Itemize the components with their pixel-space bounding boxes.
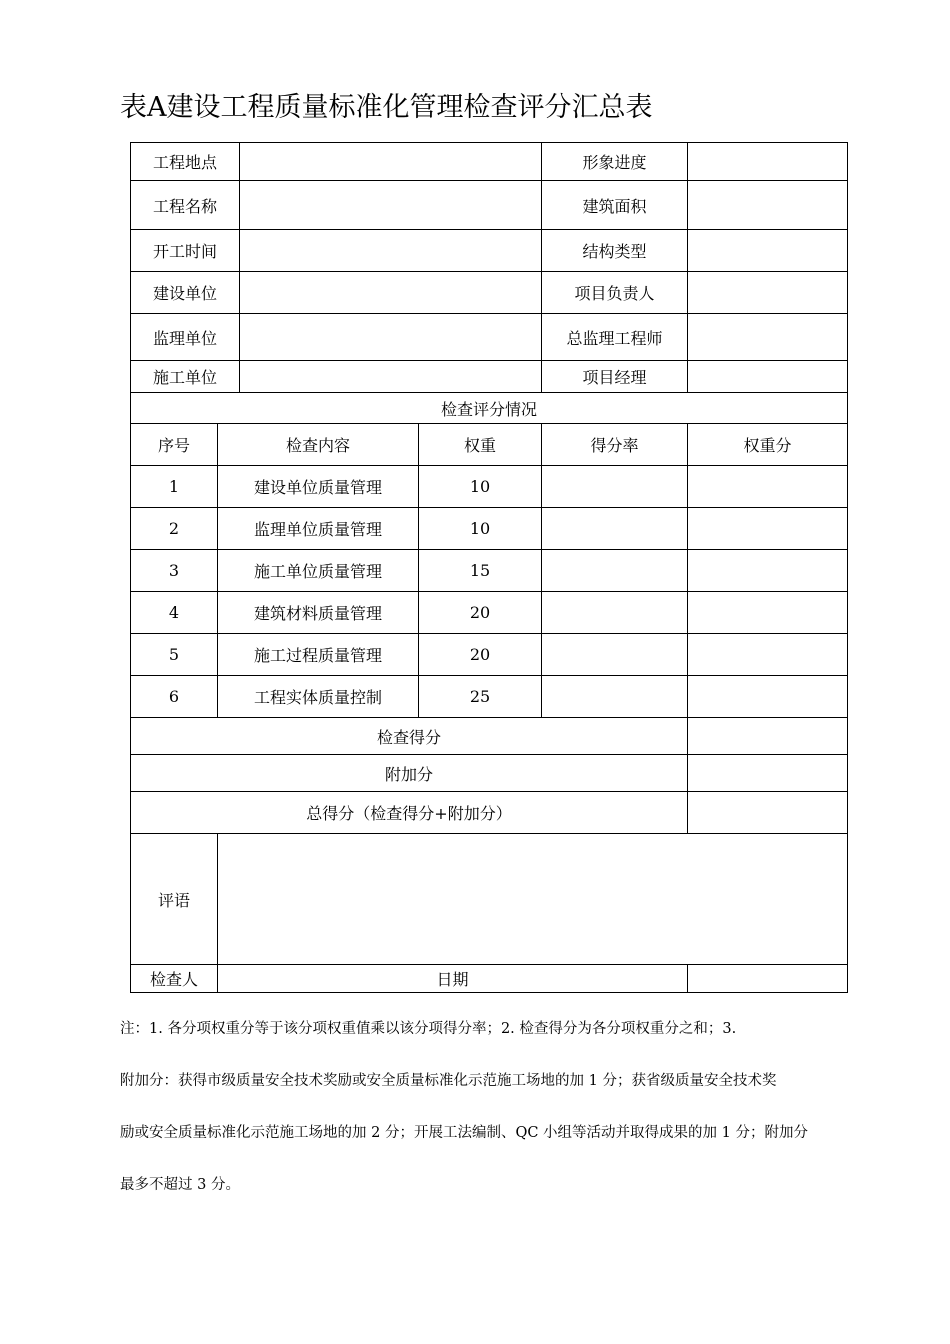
col-header-weight: 权重	[419, 424, 542, 466]
header-row	[131, 424, 848, 466]
row-no: 4	[131, 592, 218, 634]
value-progress[interactable]	[688, 143, 848, 181]
table-row	[131, 508, 848, 550]
table-row	[131, 634, 848, 676]
info-row	[131, 272, 848, 314]
label-project-name: 工程名称	[131, 181, 240, 230]
row-weighted-score[interactable]	[688, 634, 848, 676]
table-row	[131, 466, 848, 508]
row-no: 3	[131, 550, 218, 592]
label-contractor: 施工单位	[131, 361, 240, 393]
row-rate[interactable]	[542, 508, 688, 550]
row-rate[interactable]	[542, 634, 688, 676]
row-weight: 10	[419, 508, 542, 550]
page-title: 表A建设工程质量标准化管理检查评分汇总表	[120, 92, 653, 123]
row-content: 监理单位质量管理	[218, 508, 419, 550]
col-header-rate: 得分率	[542, 424, 688, 466]
row-weighted-score[interactable]	[688, 592, 848, 634]
row-rate[interactable]	[542, 676, 688, 718]
table-row	[131, 592, 848, 634]
row-no: 6	[131, 676, 218, 718]
bonus-label: 附加分	[131, 755, 688, 792]
check-score-label: 检查得分	[131, 718, 688, 755]
row-rate[interactable]	[542, 550, 688, 592]
comment-row	[131, 834, 848, 965]
row-rate[interactable]	[542, 592, 688, 634]
row-no: 5	[131, 634, 218, 676]
col-header-no: 序号	[131, 424, 218, 466]
info-row	[131, 314, 848, 361]
label-project-manager: 项目经理	[542, 361, 688, 393]
signature-row	[131, 965, 848, 993]
section-row	[131, 393, 848, 424]
label-start-time: 开工时间	[131, 230, 240, 272]
value-location[interactable]	[240, 143, 542, 181]
row-content: 施工过程质量管理	[218, 634, 419, 676]
info-row	[131, 181, 848, 230]
value-structure-type[interactable]	[688, 230, 848, 272]
row-content: 建设单位质量管理	[218, 466, 419, 508]
value-contractor[interactable]	[240, 361, 542, 393]
label-structure-type: 结构类型	[542, 230, 688, 272]
label-supervisor: 监理单位	[131, 314, 240, 361]
total-row	[131, 792, 848, 834]
label-location: 工程地点	[131, 143, 240, 181]
row-weight: 20	[419, 634, 542, 676]
row-content: 施工单位质量管理	[218, 550, 419, 592]
value-area[interactable]	[688, 181, 848, 230]
label-area: 建筑面积	[542, 181, 688, 230]
row-no: 1	[131, 466, 218, 508]
bonus-value[interactable]	[688, 755, 848, 792]
value-project-leader[interactable]	[688, 272, 848, 314]
value-owner[interactable]	[240, 272, 542, 314]
row-weighted-score[interactable]	[688, 550, 848, 592]
footnote-line: 励或安全质量标准化示范施工场地的加 2 分；开展工法编制、QC 小组等活动并取得成果的加 1 分；附加分	[120, 1125, 808, 1141]
value-project-manager[interactable]	[688, 361, 848, 393]
label-progress: 形象进度	[542, 143, 688, 181]
row-content: 建筑材料质量管理	[218, 592, 419, 634]
comment-field[interactable]	[218, 834, 848, 965]
info-row	[131, 361, 848, 393]
value-project-name[interactable]	[240, 181, 542, 230]
row-weight: 20	[419, 592, 542, 634]
col-header-content: 检查内容	[218, 424, 419, 466]
row-weight: 25	[419, 676, 542, 718]
date-label: 日期	[218, 965, 688, 993]
total-row	[131, 755, 848, 792]
footnote-line: 最多不超过 3 分。	[120, 1177, 240, 1193]
row-weight: 10	[419, 466, 542, 508]
value-supervisor[interactable]	[240, 314, 542, 361]
total-score-value[interactable]	[688, 792, 848, 834]
check-score-value[interactable]	[688, 718, 848, 755]
footnote-line: 注：1. 各分项权重分等于该分项权重值乘以该分项得分率；2. 检查得分为各分项权重分之和；3.	[120, 1021, 737, 1037]
label-owner: 建设单位	[131, 272, 240, 314]
row-weighted-score[interactable]	[688, 508, 848, 550]
row-weighted-score[interactable]	[688, 676, 848, 718]
row-weighted-score[interactable]	[688, 466, 848, 508]
row-rate[interactable]	[542, 466, 688, 508]
label-chief-engineer: 总监理工程师	[542, 314, 688, 361]
comment-label: 评语	[131, 834, 218, 965]
info-row	[131, 143, 848, 181]
value-chief-engineer[interactable]	[688, 314, 848, 361]
col-header-weighted-score: 权重分	[688, 424, 848, 466]
inspector-label: 检查人	[131, 965, 218, 993]
section-title: 检查评分情况	[131, 393, 848, 424]
row-content: 工程实体质量控制	[218, 676, 419, 718]
table-row	[131, 550, 848, 592]
value-start-time[interactable]	[240, 230, 542, 272]
row-no: 2	[131, 508, 218, 550]
table-row	[131, 676, 848, 718]
date-field[interactable]	[688, 965, 848, 993]
row-weight: 15	[419, 550, 542, 592]
footnote	[120, 1016, 880, 1224]
total-score-label: 总得分（检查得分+附加分）	[131, 792, 688, 834]
total-row	[131, 718, 848, 755]
score-summary-table	[130, 142, 848, 993]
info-row	[131, 230, 848, 272]
label-project-leader: 项目负责人	[542, 272, 688, 314]
footnote-line: 附加分：获得市级质量安全技术奖励或安全质量标准化示范施工场地的加 1 分；获省级质量安全技术奖	[120, 1073, 777, 1089]
